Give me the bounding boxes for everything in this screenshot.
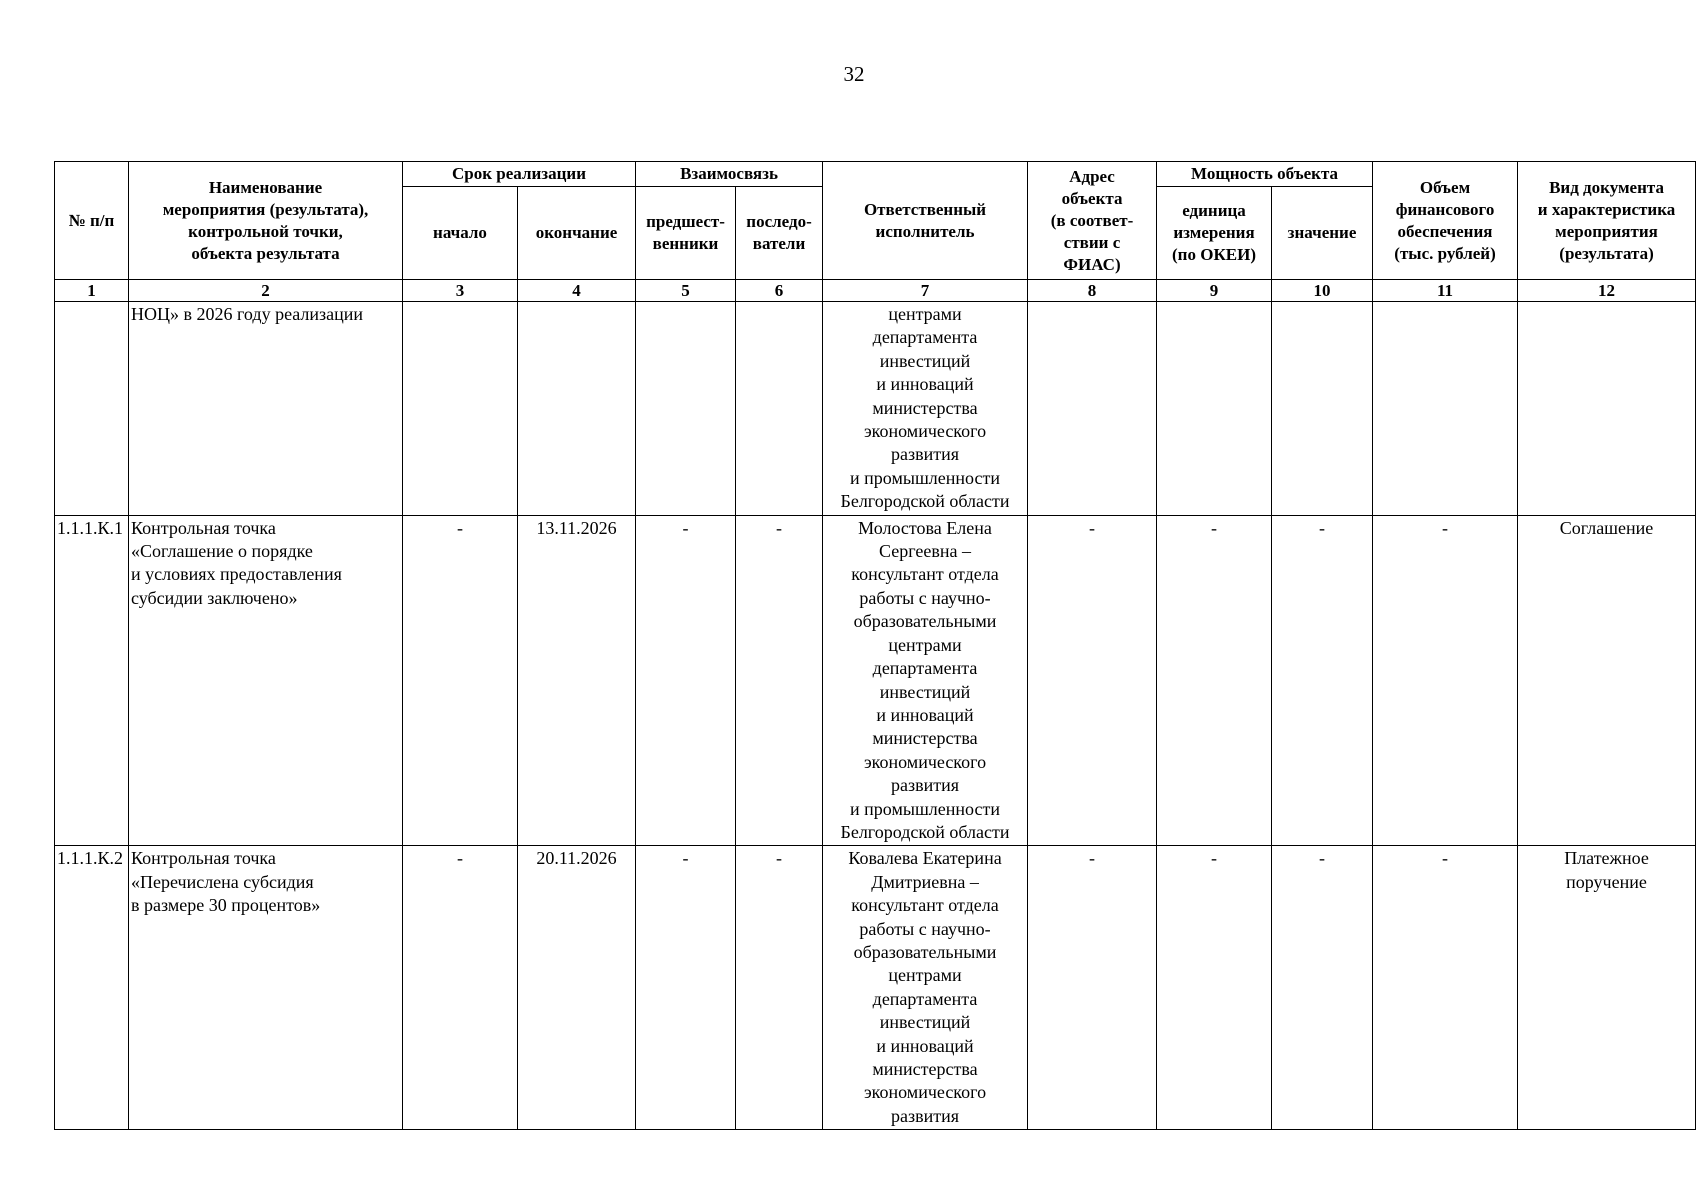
- text-line: исполнитель: [875, 221, 975, 241]
- column-number: 7: [823, 280, 1028, 302]
- text-line: «Перечислена субсидия: [131, 871, 314, 892]
- end-date: 13.11.2026: [518, 515, 636, 846]
- text-line: Вид документа: [1549, 177, 1664, 197]
- table-row: [55, 846, 1696, 1130]
- value: -: [1272, 515, 1373, 846]
- text-line: работы с научно-: [859, 587, 991, 608]
- predecessors: -: [636, 515, 736, 846]
- start-date: -: [403, 846, 518, 1130]
- predecessors: -: [636, 846, 736, 1130]
- column-numbers-row: [55, 280, 1696, 302]
- address: [1028, 302, 1157, 516]
- text-line: (результата): [1559, 243, 1654, 263]
- header-end: окончание: [518, 187, 636, 280]
- text-line: департамента: [872, 988, 978, 1009]
- text-line: поручение: [1566, 871, 1647, 892]
- text-line: министерства: [872, 1059, 978, 1079]
- row-number: [55, 302, 129, 516]
- text-line: ФИАС): [1063, 254, 1121, 274]
- value: -: [1272, 846, 1373, 1130]
- events-table: [54, 161, 1696, 1130]
- text-line: Адрес: [1069, 166, 1115, 186]
- successors: [736, 302, 823, 516]
- start-date: -: [403, 515, 518, 846]
- column-number: 6: [736, 280, 823, 302]
- finance: -: [1373, 515, 1518, 846]
- unit: [1157, 302, 1272, 516]
- text-line: ватели: [752, 234, 806, 253]
- text-line: инвестиций: [879, 350, 971, 371]
- finance: [1373, 302, 1518, 516]
- document-type: [1518, 846, 1696, 1130]
- text-line: Контрольная точка: [131, 517, 276, 538]
- header-row-1: [55, 162, 1696, 187]
- text-line: Контрольная точка: [131, 848, 276, 869]
- header-capacity: Мощность объекта: [1157, 162, 1373, 187]
- column-number: 4: [518, 280, 636, 302]
- text-line: (тыс. рублей): [1394, 243, 1496, 263]
- text-line: обеспечения: [1397, 221, 1493, 241]
- finance: -: [1373, 846, 1518, 1130]
- column-number: 3: [403, 280, 518, 302]
- text-line: (в соответ-: [1050, 210, 1134, 230]
- page-number: 32: [843, 62, 865, 86]
- row-number: 1.1.1.К.2: [55, 846, 129, 1130]
- predecessors: [636, 302, 736, 516]
- text-line: образовательными: [853, 941, 997, 962]
- end-date: [518, 302, 636, 516]
- text-line: развития: [891, 444, 960, 465]
- text-line: работы с научно-: [859, 918, 991, 939]
- text-line: объекта результата: [191, 243, 340, 263]
- table-row: [55, 302, 1696, 516]
- text-line: объекта: [1061, 188, 1123, 208]
- address: -: [1028, 846, 1157, 1130]
- text-line: центрами: [888, 965, 962, 986]
- text-line: Белгородской области: [840, 821, 1010, 842]
- start-date: [403, 302, 518, 516]
- header-name: [129, 162, 403, 280]
- text-line: Ковалева Екатерина: [848, 848, 1002, 869]
- text-line: венники: [652, 234, 719, 253]
- address: -: [1028, 515, 1157, 846]
- successors: -: [736, 515, 823, 846]
- text-line: развития: [891, 1105, 960, 1126]
- header-term: Срок реализации: [403, 162, 636, 187]
- text-line: мероприятия (результата),: [162, 199, 369, 219]
- header-address: [1028, 162, 1157, 280]
- event-name: [129, 302, 403, 516]
- text-line: консультант отдела: [851, 895, 999, 916]
- header-value: значение: [1272, 187, 1373, 280]
- column-number: 5: [636, 280, 736, 302]
- header-predecessors: [636, 187, 736, 280]
- text-line: развития: [891, 775, 960, 796]
- text-line: департамента: [872, 658, 978, 679]
- text-line: измерения: [1173, 223, 1255, 242]
- text-line: Молостова Елена: [858, 517, 992, 538]
- header-unit: [1157, 187, 1272, 280]
- text-line: министерства: [872, 397, 978, 418]
- column-number: 12: [1518, 280, 1696, 302]
- text-line: образовательными: [853, 611, 997, 632]
- column-number: 11: [1373, 280, 1518, 302]
- executor: [823, 515, 1028, 846]
- text-line: ствии с: [1063, 232, 1121, 252]
- text-line: экономического: [863, 751, 987, 772]
- column-number: 10: [1272, 280, 1373, 302]
- text-line: мероприятия: [1555, 221, 1658, 241]
- text-line: центрами: [888, 634, 962, 655]
- executor: [823, 302, 1028, 516]
- header-doc-type: [1518, 162, 1696, 280]
- unit: -: [1157, 515, 1272, 846]
- text-line: Дмитриевна –: [871, 871, 979, 892]
- text-line: Объем: [1419, 177, 1471, 197]
- event-name: [129, 846, 403, 1130]
- text-line: Сергеевна –: [879, 541, 971, 562]
- text-line: последо-: [746, 212, 812, 231]
- event-name: [129, 515, 403, 846]
- text-line: инвестиций: [879, 1012, 971, 1033]
- text-line: субсидии заключено»: [131, 587, 298, 608]
- text-line: и условиях предоставления: [131, 564, 342, 585]
- text-line: предшест-: [646, 212, 725, 231]
- table-row: [55, 515, 1696, 846]
- text-line: (по ОКЕИ): [1172, 245, 1256, 264]
- text-line: Наименование: [208, 177, 323, 197]
- text-line: и характеристика: [1537, 199, 1676, 219]
- text-line: и инноваций: [876, 1035, 974, 1056]
- text-line: экономического: [863, 1082, 987, 1103]
- document-type: [1518, 302, 1696, 516]
- column-number: 9: [1157, 280, 1272, 302]
- row-number: 1.1.1.К.1: [55, 515, 129, 846]
- text-line: единица: [1182, 201, 1246, 220]
- header-num: № п/п: [55, 162, 129, 280]
- column-number: 1: [55, 280, 129, 302]
- header-successors: [736, 187, 823, 280]
- end-date: 20.11.2026: [518, 846, 636, 1130]
- header-finance: [1373, 162, 1518, 280]
- text-line: финансового: [1395, 199, 1495, 219]
- text-line: Белгородской области: [840, 491, 1010, 512]
- header-start: начало: [403, 187, 518, 280]
- text-line: консультант отдела: [851, 564, 999, 585]
- column-number: 8: [1028, 280, 1157, 302]
- text-line: Ответственный: [863, 199, 987, 219]
- text-line: министерства: [872, 728, 978, 749]
- text-line: и промышленности: [850, 798, 1000, 819]
- header-relation: Взаимосвязь: [636, 162, 823, 187]
- text-line: и инноваций: [876, 374, 974, 395]
- text-line: департамента: [872, 327, 978, 348]
- text-line: Соглашение: [1559, 517, 1654, 538]
- unit: -: [1157, 846, 1272, 1130]
- text-line: «Соглашение о порядке: [131, 541, 313, 562]
- text-line: центрами: [888, 304, 962, 324]
- text-line: в размере 30 процентов»: [131, 895, 321, 916]
- successors: -: [736, 846, 823, 1130]
- text-line: инвестиций: [879, 681, 971, 702]
- header-executor: [823, 162, 1028, 280]
- document-type: [1518, 515, 1696, 846]
- text-line: контрольной точки,: [188, 221, 343, 241]
- text-line: НОЦ» в 2026 году реализации: [131, 304, 364, 324]
- value: [1272, 302, 1373, 516]
- text-line: Платежное: [1564, 848, 1649, 869]
- text-line: и инноваций: [876, 704, 974, 725]
- executor: [823, 846, 1028, 1130]
- text-line: экономического: [863, 421, 987, 442]
- text-line: и промышленности: [850, 467, 1000, 488]
- column-number: 2: [129, 280, 403, 302]
